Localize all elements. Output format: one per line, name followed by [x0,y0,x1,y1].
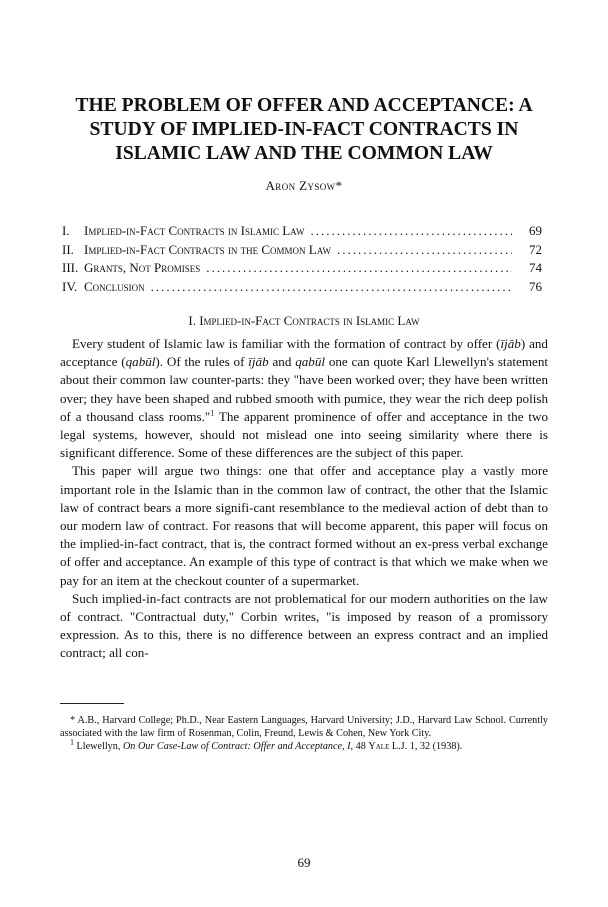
toc-leader-dots [310,223,512,239]
footnote-author: * A.B., Harvard College; Ph.D., Near Eastern Languages, Harvard University; J.D., Harvard Law School. Currently associated with the law firm of Rosenman, Colin, Freund, Lewis & Cohen, New York City. [60,714,548,739]
footnote-ref[interactable]: 1 [210,408,215,418]
title-line-2: STUDY OF IMPLIED-IN-FACT CONTRACTS IN [89,119,519,140]
text-run: ). Of the rules of [155,354,249,370]
text-run: Every student of Islamic law is familiar with the formation of contract by offer ( [72,336,501,351]
paragraph-1 [60,335,548,462]
title-line-3: ISLAMIC LAW AND THE COMMON LAW [115,143,493,164]
paragraph-2: This paper will argue two things: one that offer and acceptance play a vastly more important role in the Islamic than in the common law of contract, the other that the Islamic law of contract bears a more signifi-cant resemblance to the medieval action of debt than to our modern law of contract. For reasons that will become apparent, this paper will focus on the implied-in-fact contract, that is, the contract formed without an ex-press verbal exchange of offer and acceptance. An example of this type of contract is that which we make when we pay for an item at the checkout counter of a supermarket. [60,463,548,588]
toc-leader-dots [337,242,512,258]
section-heading: I. Implied-in-Fact Contracts in Islamic Law [188,313,420,328]
toc-leader-dots [151,279,512,295]
article-title [48,94,560,166]
arabic-term: qabūl [125,354,156,370]
text-run: , 48 [350,741,369,753]
citation-title: On Our Case-Law of Contract: Offer and Acceptance, I [122,741,351,753]
arabic-term: qabūl [295,354,326,370]
footnotes [60,714,548,754]
text-run: 1, 32 (1938). [407,741,463,753]
toc-number: IV. [62,278,78,294]
footnote-1 [60,737,548,753]
page-number: 69 [297,855,311,870]
toc-page: 74 [529,260,542,275]
toc-number: I. [62,223,70,238]
toc-entry-1 [60,223,548,242]
toc-label: Conclusion [84,278,145,294]
author-name: Aron Zysow* [265,178,343,193]
toc-entry-4 [60,279,548,298]
toc-label: Implied-in-Fact Contracts in the Common Law [84,241,332,257]
arabic-term: ījāb [248,354,269,370]
toc-number: II. [62,241,74,257]
toc-label: Implied-in-Fact Contracts in Islamic Law [84,223,305,238]
journal-name: Yale L.J. [368,741,408,753]
text-run: The apparent prominence of offer and acceptance in the two legal systems, however, should not mislead one into seeing similarity where there is significant difference. Some of these differences are the subject of this paper. [60,408,548,461]
toc-entry-2 [60,242,548,261]
footnote-number: 1 [70,737,74,747]
toc-page: 69 [529,223,542,238]
title-line-1: THE PROBLEM OF OFFER AND ACCEPTANCE: A [75,95,533,116]
toc-label: Grants, Not Promises [84,260,201,275]
toc-page: 76 [529,278,542,294]
body-text [60,335,548,663]
text-run: and [268,354,296,370]
footnote-divider [60,703,124,704]
paragraph-3: Such implied-in-fact contracts are not problematical for our modern authorities on the law of contract. "Contractual duty," Corbin writes, "is imposed by reason of a promissory expression. As to this, there is no difference between an express contract and an implied contract; all con- [60,590,548,661]
arabic-term: ījāb [500,336,521,351]
text-run: Llewellyn, [74,741,123,753]
toc-entry-3 [60,260,548,279]
table-of-contents [60,223,548,297]
toc-page: 72 [529,241,542,257]
toc-number: III. [62,260,79,275]
text-run: ) and acceptance ( [60,336,548,370]
text-run: one can quote Karl Llewellyn's statement about their common law counter-parts: they "have been worked over; they have been written over; they have been shaped and rubbed smooth with pumice, they wear the rich deep polish of a thousand class rooms." [60,354,549,424]
toc-leader-dots [206,260,512,276]
